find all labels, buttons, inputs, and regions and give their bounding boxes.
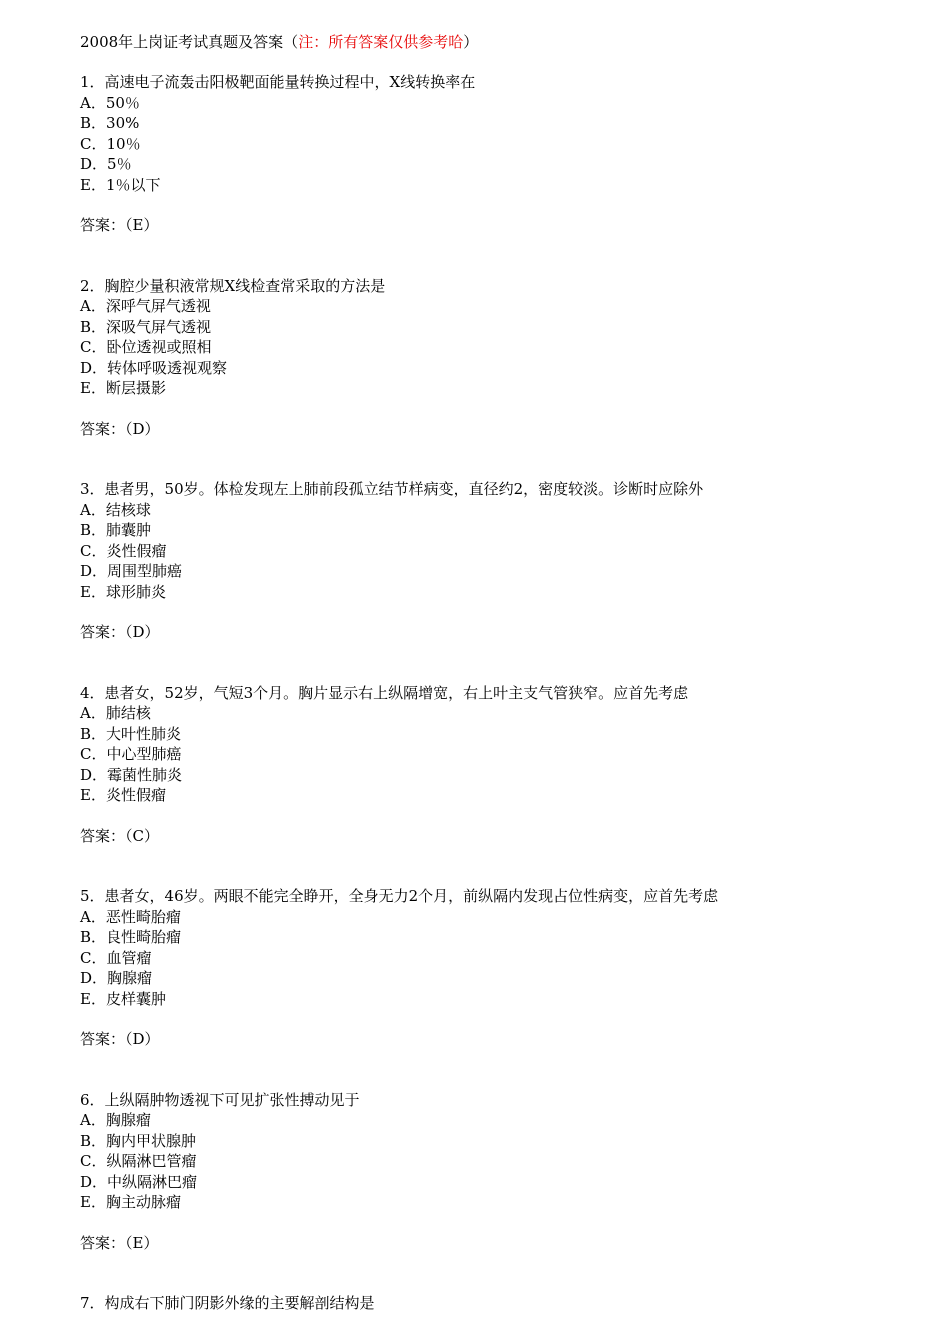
- option-a: A．肺结核: [80, 704, 151, 722]
- question-stem: 4．患者女，52岁，气短3个月。胸片显示右上纵隔增宽，右上叶主支气管狭窄。应首先考虑: [80, 683, 689, 702]
- question-2: [80, 276, 900, 440]
- option-a: A．50％: [80, 93, 140, 112]
- option-d: D．霉菌性肺炎: [80, 765, 183, 784]
- option-b: B．胸内甲状腺肿: [80, 1131, 197, 1150]
- question-3: [80, 479, 900, 643]
- option-d: D．转体呼吸透视观察: [80, 358, 228, 377]
- option-e: E．炎性假瘤: [80, 786, 166, 804]
- question-stem: 2．胸腔少量积液常规X线检查常采取的方法是: [80, 276, 386, 295]
- option-a: A．恶性畸胎瘤: [80, 907, 181, 926]
- title-main: 2008年上岗证考试真题及答案（: [80, 33, 299, 51]
- question-stem: 5．患者女，46岁。两眼不能完全睁开，全身无力2个月，前纵隔内发现占位性病变，应首先考虑: [80, 887, 719, 905]
- answer-line: 答案：（D）: [80, 419, 160, 438]
- answer-line: 答案：（C）: [80, 826, 159, 845]
- option-d: D．胸腺瘤: [80, 969, 153, 987]
- answer-line: 答案：（E）: [80, 216, 159, 234]
- option-c: C．卧位透视或照相: [80, 338, 212, 356]
- option-a: A．结核球: [80, 500, 151, 519]
- document-title: [80, 32, 900, 52]
- answer-line: 答案：（E）: [80, 1233, 159, 1252]
- question-1: [80, 72, 900, 236]
- option-d: D．周围型肺癌: [80, 562, 183, 580]
- question-stem: 6．上纵隔肿物透视下可见扩张性搏动见于: [80, 1090, 360, 1109]
- answer-line: 答案：（D）: [80, 1030, 160, 1048]
- option-b: B．深吸气屏气透视: [80, 317, 212, 336]
- option-c: C．纵隔淋巴管瘤: [80, 1152, 197, 1170]
- option-c: C．10％: [80, 134, 141, 153]
- option-c: C．中心型肺癌: [80, 745, 182, 763]
- option-e: E．断层摄影: [80, 379, 166, 397]
- option-e: E．1％以下: [80, 175, 161, 194]
- document-page: [80, 32, 900, 1314]
- option-c: C．炎性假瘤: [80, 541, 167, 560]
- title-close: ）: [463, 33, 479, 51]
- question-stem: 1．高速电子流轰击阳极靶面能量转换过程中，X线转换率在: [80, 73, 476, 91]
- option-c: C．血管瘤: [80, 948, 152, 967]
- question-5: [80, 886, 900, 1050]
- title-note: 注：所有答案仅供参考哈: [298, 33, 464, 51]
- option-b: B．良性畸胎瘤: [80, 928, 182, 946]
- option-b: B．肺囊肿: [80, 521, 152, 539]
- option-e: E．球形肺炎: [80, 582, 166, 601]
- question-4: [80, 683, 900, 847]
- option-a: A．胸腺瘤: [80, 1111, 151, 1129]
- question-stem: 3．患者男，50岁。体检发现左上肺前段孤立结节样病变，直径约2，密度较淡。诊断时应除外: [80, 480, 704, 498]
- option-a: A．深呼气屏气透视: [80, 297, 211, 315]
- option-d: D．5％: [80, 155, 132, 173]
- option-e: E．胸主动脉瘤: [80, 1193, 181, 1211]
- option-b: B．30%: [80, 114, 140, 132]
- question-6: [80, 1090, 900, 1254]
- question-7: [80, 1293, 900, 1314]
- question-stem: 7．构成右下肺门阴影外缘的主要解剖结构是: [80, 1294, 375, 1312]
- option-e: E．皮样囊肿: [80, 989, 166, 1008]
- option-b: B．大叶性肺炎: [80, 724, 182, 743]
- answer-line: 答案：（D）: [80, 623, 160, 641]
- option-d: D．中纵隔淋巴瘤: [80, 1172, 198, 1191]
